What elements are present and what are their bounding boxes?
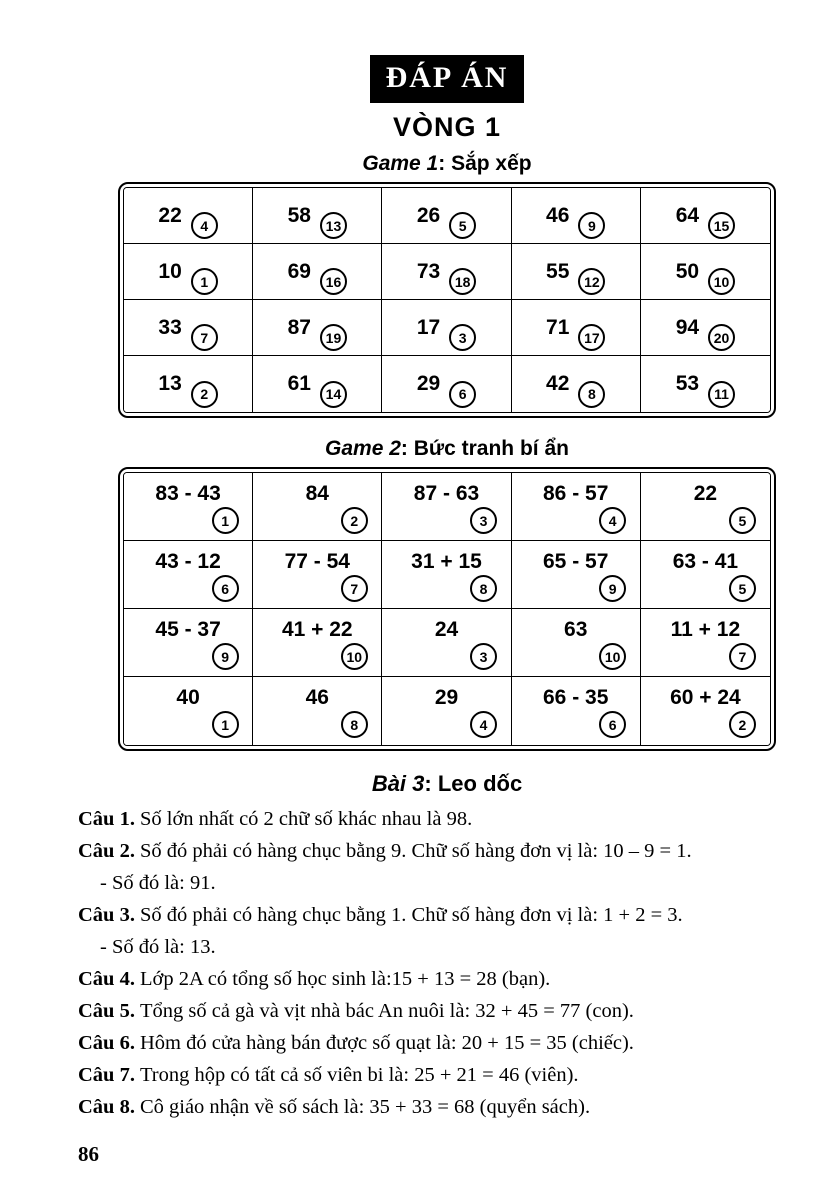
answer-label: Câu 6.	[78, 1032, 135, 1054]
answer-cell	[382, 244, 511, 300]
cell-value: 63 - 41	[672, 550, 739, 573]
cell-value: 63	[564, 618, 588, 641]
answer-text: Tổng số cả gà và vịt nhà bác An nuôi là: 32 + 45 = 77 (con).	[139, 1000, 634, 1022]
answer-cell	[253, 677, 382, 745]
cell-value: 60 + 24	[670, 686, 741, 709]
order-circle: 13	[320, 212, 347, 239]
cell-value: 73	[416, 259, 441, 283]
answer-text: Cô giáo nhận về số sách là: 35 + 33 = 68 (quyển sách).	[139, 1096, 591, 1118]
answer-cell	[641, 300, 770, 356]
order-circle: 10	[708, 268, 735, 295]
game2-heading-subtitle: : Bức tranh bí ẩn	[400, 437, 569, 460]
answer-label: Câu 2.	[78, 840, 135, 862]
cell-value: 65 - 57	[543, 550, 609, 573]
answer-text: Lớp 2A có tổng số học sinh là:15 + 13 = 28 (bạn).	[139, 968, 551, 990]
cell-value: 55	[546, 259, 570, 283]
order-circle: 2	[729, 711, 756, 738]
cell-value: 10	[158, 259, 182, 283]
cell-value: 29	[434, 686, 459, 709]
answer-item	[78, 899, 780, 931]
answer-label: Câu 3.	[78, 904, 135, 926]
cell-value: 87	[287, 315, 311, 339]
cell-value: 26	[416, 203, 441, 227]
bai3-heading-subtitle: : Leo dốc	[424, 771, 523, 796]
order-circle: 6	[212, 575, 239, 602]
cell-value: 46	[546, 203, 570, 227]
order-circle: 10	[599, 643, 626, 670]
cell-value: 94	[675, 315, 700, 339]
cell-value: 42	[546, 372, 570, 395]
answer-cell	[512, 609, 641, 677]
answer-text: Số đó phải có hàng chục bằng 9. Chữ số hàng đơn vị là: 10 – 9 = 1.	[139, 840, 692, 862]
order-circle: 20	[708, 324, 735, 351]
answer-label: Câu 8.	[78, 1096, 135, 1118]
answer-cell	[512, 244, 641, 300]
cell-value: 71	[546, 315, 570, 339]
game1-answer-table	[124, 188, 770, 412]
order-circle: 16	[320, 268, 347, 295]
order-circle: 8	[341, 711, 368, 738]
answer-text: Hôm đó cửa hàng bán được số quạt là: 20 + 15 = 35 (chiếc).	[139, 1032, 634, 1054]
game1-heading	[118, 152, 776, 176]
answer-text: Trong hộp có tất cả số viên bi là: 25 + 21 = 46 (viên).	[139, 1064, 579, 1086]
main-column	[118, 0, 776, 797]
answer-item	[78, 1027, 780, 1059]
order-circle: 7	[729, 643, 756, 670]
order-circle: 5	[449, 212, 476, 239]
game1-table-frame	[118, 182, 776, 418]
answer-label: Câu 5.	[78, 1000, 135, 1022]
cell-value: 22	[693, 482, 718, 505]
cell-value: 69	[287, 259, 311, 283]
answer-subline: - Số đó là: 13.	[100, 936, 216, 958]
answer-item	[78, 963, 780, 995]
cell-value: 86 - 57	[543, 482, 609, 505]
order-circle: 14	[320, 381, 347, 408]
answer-cell	[124, 300, 253, 356]
answer-cell	[382, 188, 511, 244]
answer-item	[78, 803, 780, 835]
answer-cell	[124, 677, 253, 745]
cell-value: 43 - 12	[155, 550, 221, 573]
game2-table-frame	[118, 467, 776, 751]
order-circle: 5	[729, 575, 756, 602]
cell-value: 33	[158, 315, 182, 339]
game1-heading-name: Game 1	[362, 152, 439, 175]
order-circle: 7	[341, 575, 368, 602]
cell-value: 40	[176, 686, 200, 709]
answer-cell	[641, 609, 770, 677]
cell-value: 87 - 63	[413, 482, 480, 505]
order-circle: 17	[578, 324, 605, 351]
answer-item	[78, 1059, 780, 1091]
answer-cell	[641, 541, 770, 609]
answer-label: Câu 7.	[78, 1064, 135, 1086]
answer-cell	[512, 356, 641, 412]
cell-value: 31 + 15	[411, 550, 482, 573]
order-circle: 12	[578, 268, 605, 295]
answer-cell	[641, 473, 770, 541]
order-circle: 1	[191, 268, 218, 295]
answer-cell	[512, 541, 641, 609]
order-circle: 3	[470, 507, 497, 534]
answer-cell	[382, 356, 511, 412]
cell-value: 29	[416, 372, 441, 395]
answer-item	[78, 835, 780, 867]
order-circle: 2	[341, 507, 368, 534]
cell-value: 41 + 22	[281, 618, 353, 641]
order-circle: 6	[449, 381, 476, 408]
answer-subline: - Số đó là: 91.	[100, 872, 216, 894]
answer-cell	[253, 188, 382, 244]
game1-heading-subtitle: : Sắp xếp	[438, 152, 532, 175]
order-circle: 19	[320, 324, 347, 351]
game2-table-inner-frame	[123, 472, 771, 746]
answer-cell	[382, 541, 511, 609]
answer-cell	[382, 300, 511, 356]
cell-value: 13	[158, 372, 182, 395]
answer-cell	[641, 244, 770, 300]
game2-heading-name: Game 2	[325, 437, 401, 460]
cell-value: 46	[305, 686, 329, 709]
bai3-heading	[118, 771, 776, 797]
answer-cell	[124, 244, 253, 300]
answer-item	[78, 995, 780, 1027]
order-circle: 6	[599, 711, 626, 738]
order-circle: 3	[470, 643, 497, 670]
answer-cell	[641, 356, 770, 412]
answer-key-title: ĐÁP ÁN	[370, 55, 525, 103]
order-circle: 8	[470, 575, 497, 602]
order-circle: 5	[729, 507, 756, 534]
answer-cell	[253, 541, 382, 609]
order-circle: 7	[191, 324, 218, 351]
cell-value: 17	[416, 315, 441, 339]
answer-cell	[253, 609, 382, 677]
answer-cell	[512, 300, 641, 356]
answer-cell	[512, 188, 641, 244]
bai3-answer-list	[78, 803, 780, 1123]
answer-cell	[382, 609, 511, 677]
cell-value: 61	[287, 372, 311, 395]
game2-heading	[118, 437, 776, 461]
cell-value: 84	[305, 482, 329, 505]
answer-cell	[641, 677, 770, 745]
cell-value: 77 - 54	[284, 550, 350, 573]
answer-cell	[382, 677, 511, 745]
order-circle: 11	[708, 381, 735, 408]
order-circle: 1	[212, 711, 239, 738]
answer-cell	[253, 356, 382, 412]
cell-value: 53	[675, 372, 700, 395]
cell-value: 24	[434, 618, 459, 641]
answer-cell	[641, 188, 770, 244]
order-circle: 3	[449, 324, 476, 351]
answer-cell	[512, 677, 641, 745]
order-circle: 2	[191, 381, 218, 408]
answer-cell	[253, 244, 382, 300]
page-number: 86	[78, 1142, 99, 1166]
order-circle: 8	[578, 381, 605, 408]
cell-value: 66 - 35	[543, 686, 609, 709]
order-circle: 4	[191, 212, 218, 239]
cell-value: 22	[158, 203, 182, 227]
order-circle: 10	[341, 643, 368, 670]
cell-value: 11 + 12	[670, 618, 741, 641]
order-circle: 9	[578, 212, 605, 239]
answer-cell	[124, 188, 253, 244]
order-circle: 9	[212, 643, 239, 670]
cell-value: 58	[287, 203, 311, 227]
answer-cell	[382, 473, 511, 541]
answer-label: Câu 1.	[78, 808, 135, 830]
order-circle: 15	[708, 212, 735, 239]
answer-label: Câu 4.	[78, 968, 135, 990]
game1-table-inner-frame	[123, 187, 771, 413]
cell-value: 64	[675, 203, 700, 227]
cell-value: 50	[675, 259, 700, 283]
answer-cell	[253, 473, 382, 541]
order-circle: 9	[599, 575, 626, 602]
answer-cell	[124, 541, 253, 609]
answer-text: Số đó phải có hàng chục bằng 1. Chữ số hàng đơn vị là: 1 + 2 = 3.	[139, 904, 683, 926]
answer-cell	[512, 473, 641, 541]
answer-cell	[124, 609, 253, 677]
answer-text: Số lớn nhất có 2 chữ số khác nhau là 98.	[139, 808, 473, 830]
answer-item	[78, 1091, 780, 1123]
cell-value: 45 - 37	[155, 618, 221, 641]
order-circle: 4	[470, 711, 497, 738]
order-circle: 1	[212, 507, 239, 534]
answer-cell	[253, 300, 382, 356]
answer-cell	[124, 473, 253, 541]
cell-value: 83 - 43	[155, 482, 221, 505]
order-circle: 18	[449, 268, 476, 295]
game2-answer-table	[124, 473, 770, 745]
round-title: VÒNG 1	[392, 112, 502, 142]
order-circle: 4	[599, 507, 626, 534]
bai3-heading-name: Bài 3	[371, 771, 425, 796]
answer-cell	[124, 356, 253, 412]
